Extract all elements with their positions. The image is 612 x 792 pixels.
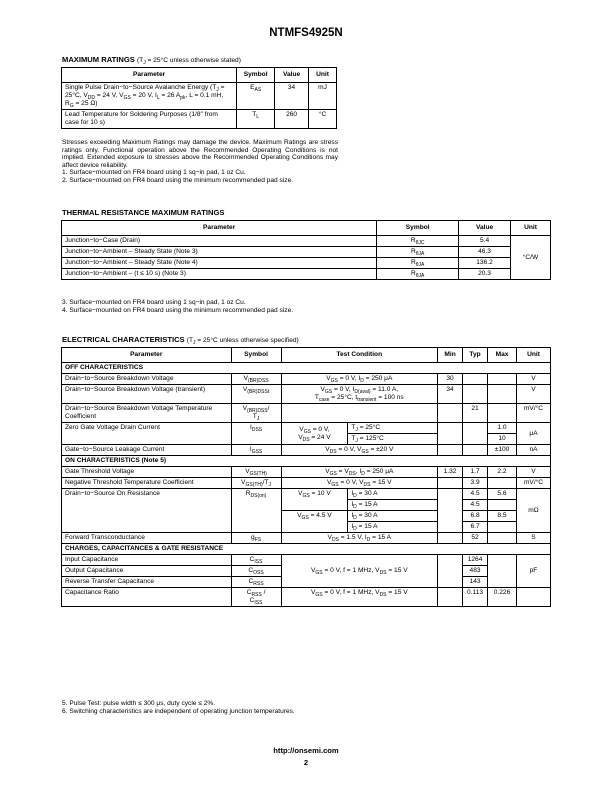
cell-value: 46.3 [459, 247, 511, 258]
cell-symbol: $I_{DSS}$ [231, 423, 281, 445]
max-ratings-heading: MAXIMUM RATINGS [62, 55, 135, 64]
cell-typ [463, 374, 488, 385]
cell-unit: °C/W [511, 236, 551, 280]
cell-unit: S [517, 533, 551, 544]
note-6: 6. Switching characteristics are independent of operating junction temperatures. [62, 707, 295, 715]
electrical-table [61, 347, 551, 607]
cell-parameter: Drain−to−Source Breakdown Voltage (transient) [62, 385, 232, 404]
thermal-notes [62, 299, 462, 314]
cell-symbol: $C_{OSS}$ [231, 566, 281, 577]
cell-condition: $V_{GS} = 0$ V, $V_{DS} = 24$ V [281, 423, 348, 445]
table-row [62, 110, 337, 129]
cell-symbol: $V_{(BR)DSS}$ [231, 374, 281, 385]
cell-min [438, 489, 463, 533]
cell-typ: 6.8 [463, 511, 488, 522]
cell-max: 5.6 [488, 489, 517, 500]
table-row [62, 489, 551, 500]
max-ratings-table [61, 67, 337, 129]
cell-typ: 0.113 [463, 588, 488, 607]
cell-parameter: Junction−to−Ambient – Steady State (Note 4) [62, 258, 377, 269]
note-2: 2. Surface−mounted on FR4 board using the minimum recommended pad size. [62, 176, 294, 184]
cell-max [488, 478, 517, 489]
cell-symbol: $V_{(BR)DSSt}$ [231, 385, 281, 404]
table-row [62, 269, 551, 280]
cell-typ: 1264 [463, 555, 488, 566]
cell-min [438, 445, 463, 456]
footer-url[interactable]: http://onsemi.com [273, 746, 339, 755]
col-value: Value [459, 221, 511, 236]
table-row [62, 588, 551, 607]
cell-min: 30 [438, 374, 463, 385]
section-row [62, 544, 551, 555]
cell-value: 20.3 [459, 269, 511, 280]
cell-id: $I_D = 30$ A [348, 489, 438, 500]
cell-min: 34 [438, 385, 463, 404]
cell-unit: μA [517, 423, 551, 445]
table-header-row [62, 68, 337, 83]
cell-max: 0.226 [488, 588, 517, 607]
cell-unit: mΩ [517, 489, 551, 533]
table-row [62, 533, 551, 544]
cell-max [488, 385, 517, 404]
cell-parameter: Capacitance Ratio [62, 588, 232, 607]
cell-unit: V [517, 467, 551, 478]
cell-unit: V [517, 374, 551, 385]
cell-max: 2.2 [488, 467, 517, 478]
col-parameter: Parameter [62, 68, 237, 83]
cell-min [438, 404, 463, 423]
cell-parameter: Forward Transconductance [62, 533, 232, 544]
cell-max [488, 404, 517, 423]
cell-symbol: $C_{ISS}$ [231, 555, 281, 566]
cell-parameter: Junction−to−Ambient – (t ≤ 10 s) (Note 3) [62, 269, 377, 280]
cell-id: $I_D = 15$ A [348, 522, 438, 533]
cell-symbol: $V_{GS(TH)}/T_J$ [231, 478, 281, 489]
cell-typ: 1.7 [463, 467, 488, 478]
cell-symbol: $R_{\theta JC}$ [377, 236, 459, 247]
cell-unit [517, 588, 551, 607]
cell-typ: 21 [463, 404, 488, 423]
cell-parameter: Zero Gate Voltage Drain Current [62, 423, 232, 445]
cell-typ [463, 423, 488, 445]
cell-max: 10 [488, 434, 517, 445]
cell-typ [463, 445, 488, 456]
table-row [62, 478, 551, 489]
cell-value: 5.4 [459, 236, 511, 247]
col-unit: Unit [517, 348, 551, 363]
cell-vgs: $V_{GS} = 10$ V [281, 489, 348, 511]
cell-min: 1.32 [438, 467, 463, 478]
cell-symbol: $R_{\theta JA}$ [377, 258, 459, 269]
col-test-condition: Test Condition [281, 348, 438, 363]
cell-value: 136.2 [459, 258, 511, 269]
cell-unit: V [517, 385, 551, 404]
table-row [62, 385, 551, 404]
electrical-notes [62, 700, 462, 715]
cell-typ [463, 385, 488, 404]
page-number: 2 [303, 758, 309, 767]
table-row [62, 247, 551, 258]
electrical-heading: ELECTRICAL CHARACTERISTICS [62, 335, 185, 344]
stress-note: Stresses exceeding Maximum Ratings may damage the device. Maximum Ratings are stress ratings only. Functional operation above the Recommended Operating Conditions is not implied. Extended exposure to stresses above the Recommended Operating Conditions may affect device reliability. [62, 139, 338, 169]
cell-parameter: Gate Threshold Voltage [62, 467, 232, 478]
col-min: Min [438, 348, 463, 363]
col-unit: Unit [309, 68, 337, 83]
col-typ: Typ [463, 348, 488, 363]
cell-min [438, 533, 463, 544]
col-symbol: Symbol [377, 221, 459, 236]
table-header-row [62, 348, 551, 363]
cell-typ: 4.5 [463, 500, 488, 511]
cell-symbol: $R_{DS(on)}$ [231, 489, 281, 533]
table-row [62, 83, 337, 110]
cell-symbol: $I_{GSS}$ [231, 445, 281, 456]
col-value: Value [275, 68, 309, 83]
note-4: 4. Surface−mounted on FR4 board using the minimum recommended pad size. [62, 306, 294, 314]
cell-min [438, 555, 463, 588]
cell-condition-tj: $T_J = 125^\circ C$ [348, 434, 438, 445]
capacitance-heading: CHARGES, CAPACITANCES & GATE RESISTANCE [62, 544, 551, 555]
cell-parameter: Input Capacitance [62, 555, 232, 566]
table-row [62, 555, 551, 566]
table-row [62, 423, 551, 434]
cell-max [488, 522, 517, 533]
cell-max [488, 533, 517, 544]
table-header-row [62, 221, 551, 236]
cell-typ: 143 [463, 577, 488, 588]
cell-condition: $V_{GS} = V_{DS}$, $I_D = 250$ μA [281, 467, 438, 478]
max-ratings-title [62, 55, 241, 64]
cell-symbol: $T_L$ [237, 110, 275, 129]
col-symbol: Symbol [237, 68, 275, 83]
col-max: Max [488, 348, 517, 363]
cell-symbol: $g_{FS}$ [231, 533, 281, 544]
cell-unit: pF [517, 555, 551, 588]
on-characteristics-heading: ON CHARACTERISTICS (Note 5) [62, 456, 551, 467]
cell-vgs: $V_{GS} = 4.5$ V [281, 511, 348, 533]
cell-parameter: Single Pulse Drain−to−Source Avalanche Energy ($T_J = 25^\circ C$, $V_{DD} = 24$ V, $V_{GS} = 20$ V, $I_L = 26$ $A_{pk}$, L = 0.1 mH, $R_G = 25$ Ω) [62, 83, 237, 110]
cell-id: $I_D = 30$ A [348, 511, 438, 522]
max-ratings-notes [62, 139, 338, 185]
cell-condition: $V_{GS} = 0$ V, $I_D = 250$ μA [281, 374, 438, 385]
note-1: 1. Surface−mounted on FR4 board using 1 sq−in pad, 1 oz Cu. [62, 169, 246, 177]
cell-value: 34 [275, 83, 309, 110]
cell-condition: $V_{GS} = 0$ V, f = 1 MHz, $V_{DS} = 15$ V [281, 588, 438, 607]
cell-unit: mV/°C [517, 478, 551, 489]
cell-id: $I_D = 15$ A [348, 500, 438, 511]
cell-condition: $V_{GS} = 0$ V, f = 1 MHz, $V_{DS} = 15$ V [281, 555, 438, 588]
cell-max: 8.5 [488, 511, 517, 522]
cell-condition: $V_{GS} = 0$ V, $V_{DS} = 15$ V [281, 478, 438, 489]
cell-typ: 4.5 [463, 489, 488, 500]
cell-min [438, 478, 463, 489]
cell-parameter: Negative Threshold Temperature Coefficient [62, 478, 232, 489]
section-row [62, 456, 551, 467]
cell-typ: 3.9 [463, 478, 488, 489]
cell-min [438, 423, 463, 445]
cell-parameter: Junction−to−Ambient – Steady State (Note 3) [62, 247, 377, 258]
cell-typ: 52 [463, 533, 488, 544]
cell-parameter: Drain−to−Source On Resistance [62, 489, 232, 533]
cell-unit: mJ [309, 83, 337, 110]
cell-typ: 483 [463, 566, 488, 577]
cell-parameter: Reverse Transfer Capacitance [62, 577, 232, 588]
cell-value: 260 [275, 110, 309, 129]
cell-symbol: $C_{RSS}$ / $C_{ISS}$ [231, 588, 281, 607]
cell-symbol: $V_{(BR)DSS}/$ $T_J$ [231, 404, 281, 423]
table-row [62, 258, 551, 269]
note-5: 5. Pulse Test: pulse width ≤ 300 μs, duty cycle ≤ 2%. [62, 700, 216, 707]
cell-parameter: Junction−to−Case (Drain) [62, 236, 377, 247]
cell-symbol: $R_{\theta JA}$ [377, 269, 459, 280]
cell-symbol: $V_{GS(TH)}$ [231, 467, 281, 478]
cell-max [488, 555, 517, 588]
cell-condition: $V_{GS} = 0$ V, $I_{D(aval)} = 11.0$ A, $T_{case} = 25^\circ C$, $t_{transient} = 100$ ns [281, 385, 438, 404]
cell-parameter: Drain−to−Source Breakdown Voltage [62, 374, 232, 385]
cell-parameter: Lead Temperature for Soldering Purposes (1/8″ from case for 10 s) [62, 110, 237, 129]
table-row [62, 374, 551, 385]
cell-min [438, 588, 463, 607]
table-row [62, 404, 551, 423]
section-row [62, 363, 551, 374]
off-characteristics-heading: OFF CHARACTERISTICS [62, 363, 551, 374]
cell-symbol: $E_{AS}$ [237, 83, 275, 110]
cell-condition: $V_{DS} = 0$ V, $V_{GS} = \pm 20$ V [281, 445, 438, 456]
col-parameter: Parameter [62, 221, 377, 236]
cell-symbol: $R_{\theta JA}$ [377, 247, 459, 258]
cell-parameter: Gate−to−Source Leakage Current [62, 445, 232, 456]
col-symbol: Symbol [231, 348, 281, 363]
table-row [62, 236, 551, 247]
cell-max [488, 374, 517, 385]
cell-unit: mV/°C [517, 404, 551, 423]
cell-max: 1.0 [488, 423, 517, 434]
cell-parameter: Drain−to−Source Breakdown Voltage Temperature Coefficient [62, 404, 232, 423]
cell-symbol: $C_{RSS}$ [231, 577, 281, 588]
cell-condition [281, 404, 438, 423]
col-parameter: Parameter [62, 348, 232, 363]
note-3: 3. Surface−mounted on FR4 board using 1 sq−in pad, 1 oz Cu. [62, 299, 246, 306]
cell-condition-tj: $T_J = 25^\circ C$ [348, 423, 438, 434]
col-unit: Unit [511, 221, 551, 236]
cell-parameter: Output Capacitance [62, 566, 232, 577]
cell-max: ±100 [488, 445, 517, 456]
table-row [62, 445, 551, 456]
cell-condition: $V_{DS} = 1.5$ V, $I_D = 15$ A [281, 533, 438, 544]
page-title: NTMFS4925N [269, 27, 343, 39]
electrical-condition: ($T_J = 25^\circ C$ unless otherwise specified) [186, 337, 299, 346]
cell-unit: °C [309, 110, 337, 129]
electrical-title [62, 335, 299, 344]
table-row [62, 467, 551, 478]
thermal-title: THERMAL RESISTANCE MAXIMUM RATINGS [62, 208, 225, 217]
cell-unit: nA [517, 445, 551, 456]
max-ratings-condition: ($T_J = 25^\circ C$ unless otherwise stated) [136, 57, 241, 66]
cell-typ: 6.7 [463, 522, 488, 533]
cell-max [488, 500, 517, 511]
thermal-table [61, 220, 551, 280]
